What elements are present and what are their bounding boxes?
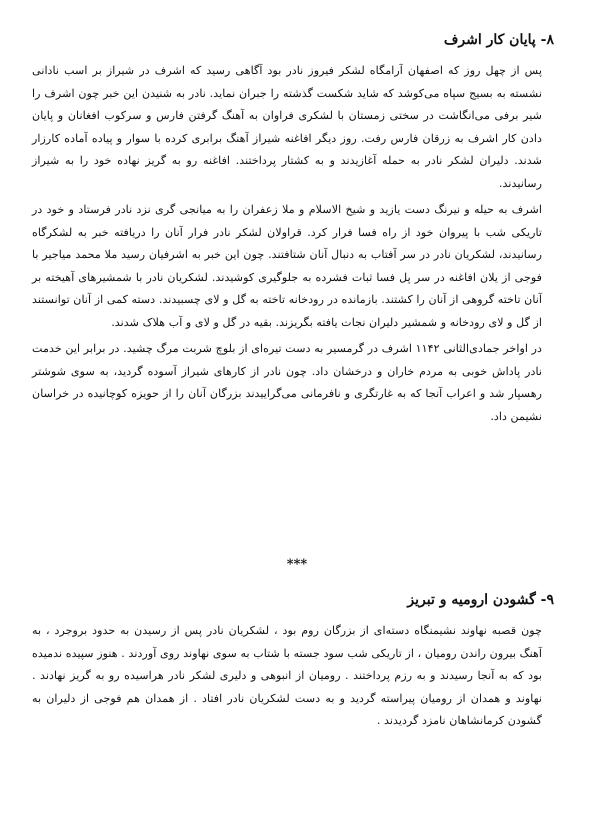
section-8: [32, 30, 554, 432]
section-9: [32, 590, 554, 736]
section-8-paragraph-3: در اواخر جمادی‌الثانی ۱۱۴۲ اشرف در گرمسیر به دست تیره‌ای از بلوچ شربت مرگ چشید. در برابر این خدمت نادر پاداش خوبی به مردم خاران و درخشان داد. چون نادر از کارهای شیراز آسوده گردید، به سوی شوشتر رهسپار شد و اعراب آنجا که به غارتگری و نافرمانی می‌گراییدند بزرگان آنان را از حویزه کوچانیده در خراسان نشیمن داد.: [32, 342, 542, 423]
section-8-paragraph-1: پس از چهل روز که اصفهان آرامگاه لشکر فیروز نادر بود آگاهی رسید که اشرف در شیراز بر اسب نادانی نشسته به بسیج سپاه می‌کوشد که شاید شکست گذشته را جبران نماید. نادر به شنیدن این خبر چون اشرف را شیر برفی می‌انگاشت در سختی زمستان با لشکری فراوان به آهنگ گرفتن فارس و سرکوب افغانان و پایان دادن کار اشرف به زرقان فارس رفت. روز دیگر افاغنه شیراز آهنگ برابری کرده با سوار و پیاده آماده کارزار شدند. دلیران لشکر نادر به حمله آغازیدند و به کشتار پرداختند. افاغنه رو به گریز نهاده خود را به شیراز رسانیدند.: [32, 64, 542, 190]
section-9-heading: ۹- گشودن ارومیه و تبریز: [407, 592, 554, 608]
section-9-paragraph-1: چون قصبه نهاوند نشیمنگاه دسته‌ای از بزرگان روم بود ، لشکریان نادر پس از رسیدن به حدود بروجرد ، به آهنگ بیرون راندن رومیان ، از تاریکی شب سود جسته با شتاب به سوی نهاوند روی آوردند . هنوز سپیده ندمیده بود که به آنجا رسیدند و به رزم پرداختند . رومیان از انبوهی و دلیری لشکر نادر هراسیده رو به گریز نهادند . نهاوند و همدان از رومیان پیراسته گردید و به دست لشکریان نادر افتاد . از همدان هم فوجی از دلیران به گشودن کرمانشاهان نامزد گردیدند .: [32, 624, 542, 727]
section-8-heading: ۸- پایان کار اشرف: [443, 32, 554, 48]
section-8-paragraph-2: اشرف به حیله و نیرنگ دست یازید و شیخ الاسلام و ملا زعفران را به میانجی گری نزد نادر فرستاد و خود در تاریکی شب با پیروان خود از راه فسا فرار کرد. قراولان لشکر نادر فرار آنان را دریافته خبر به لشکرگاه رسانیدند، لشکریان نادر در سر آفتاب به دنبال آنان شتافتند. چون این خبر به اشرفیان رسید ملا محمد میاجیر با فوجی از یلان افاغنه در سر پل فسا ثبات فشرده به جلوگیری کوشیدند. لشکریان نادر با شمشیرهای آهیخته بر آنان تاخته گروهی از آنان را کشتند. بازمانده در رودخانه تاخته به گل و لای چسبیدند. دسته کمی از آنان توانستند از گل و لای رودخانه و شمشیر دلیران نجات یافته بگریزند. بقیه در گل و لای و آب هلاک شدند.: [32, 203, 542, 329]
section-separator: ***: [286, 557, 308, 572]
